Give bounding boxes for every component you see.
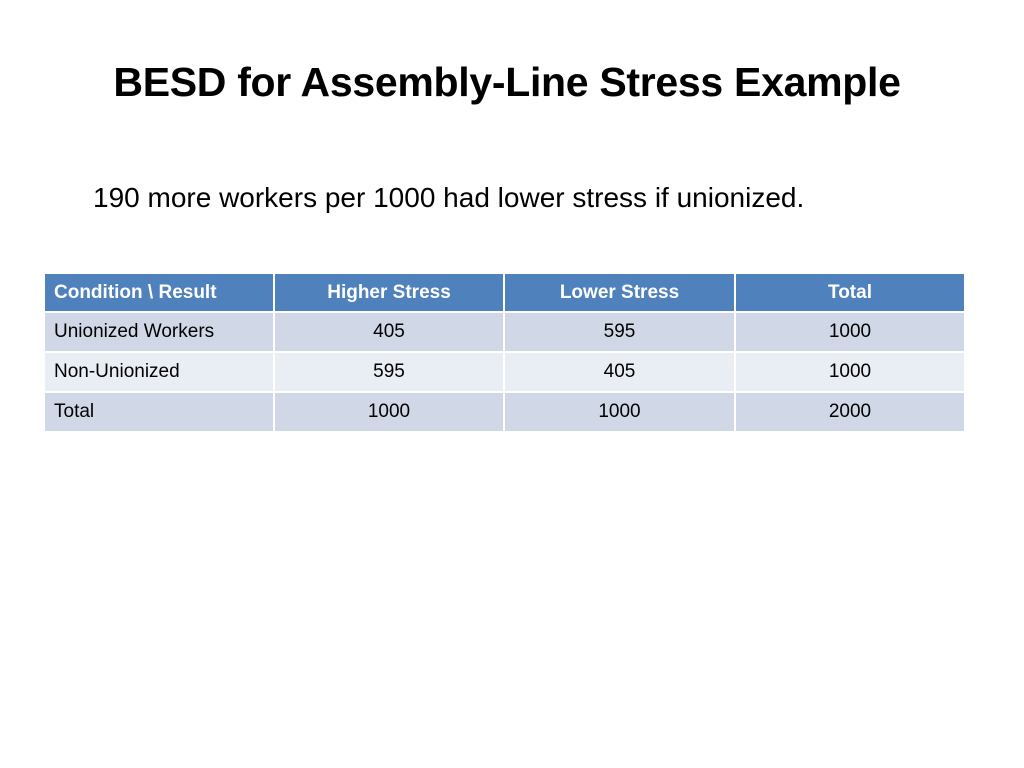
- table-row: [44, 392, 965, 432]
- cell-total-lower: 1000: [504, 392, 735, 432]
- slide-subtitle: 190 more workers per 1000 had lower stress if unionized.: [93, 182, 805, 213]
- cell-unionized-total: 1000: [735, 312, 965, 352]
- header-lower-stress: Lower Stress: [504, 273, 735, 312]
- slide-title: BESD for Assembly-Line Stress Example: [113, 59, 901, 105]
- cell-grand-total: 2000: [735, 392, 965, 432]
- cell-unionized-lower: 595: [504, 312, 735, 352]
- besd-table: [43, 272, 966, 433]
- table-row: [44, 352, 965, 392]
- cell-non-unionized-total: 1000: [735, 352, 965, 392]
- table-row: [44, 312, 965, 352]
- header-total: Total: [735, 273, 965, 312]
- row-label-total: Total: [44, 392, 274, 432]
- cell-total-higher: 1000: [274, 392, 504, 432]
- cell-non-unionized-lower: 405: [504, 352, 735, 392]
- header-higher-stress: Higher Stress: [274, 273, 504, 312]
- row-label-non-unionized: Non-Unionized: [44, 352, 274, 392]
- header-condition-result: Condition \ Result: [44, 273, 274, 312]
- row-label-unionized: Unionized Workers: [44, 312, 274, 352]
- table-header-row: [44, 273, 965, 312]
- cell-non-unionized-higher: 595: [274, 352, 504, 392]
- cell-unionized-higher: 405: [274, 312, 504, 352]
